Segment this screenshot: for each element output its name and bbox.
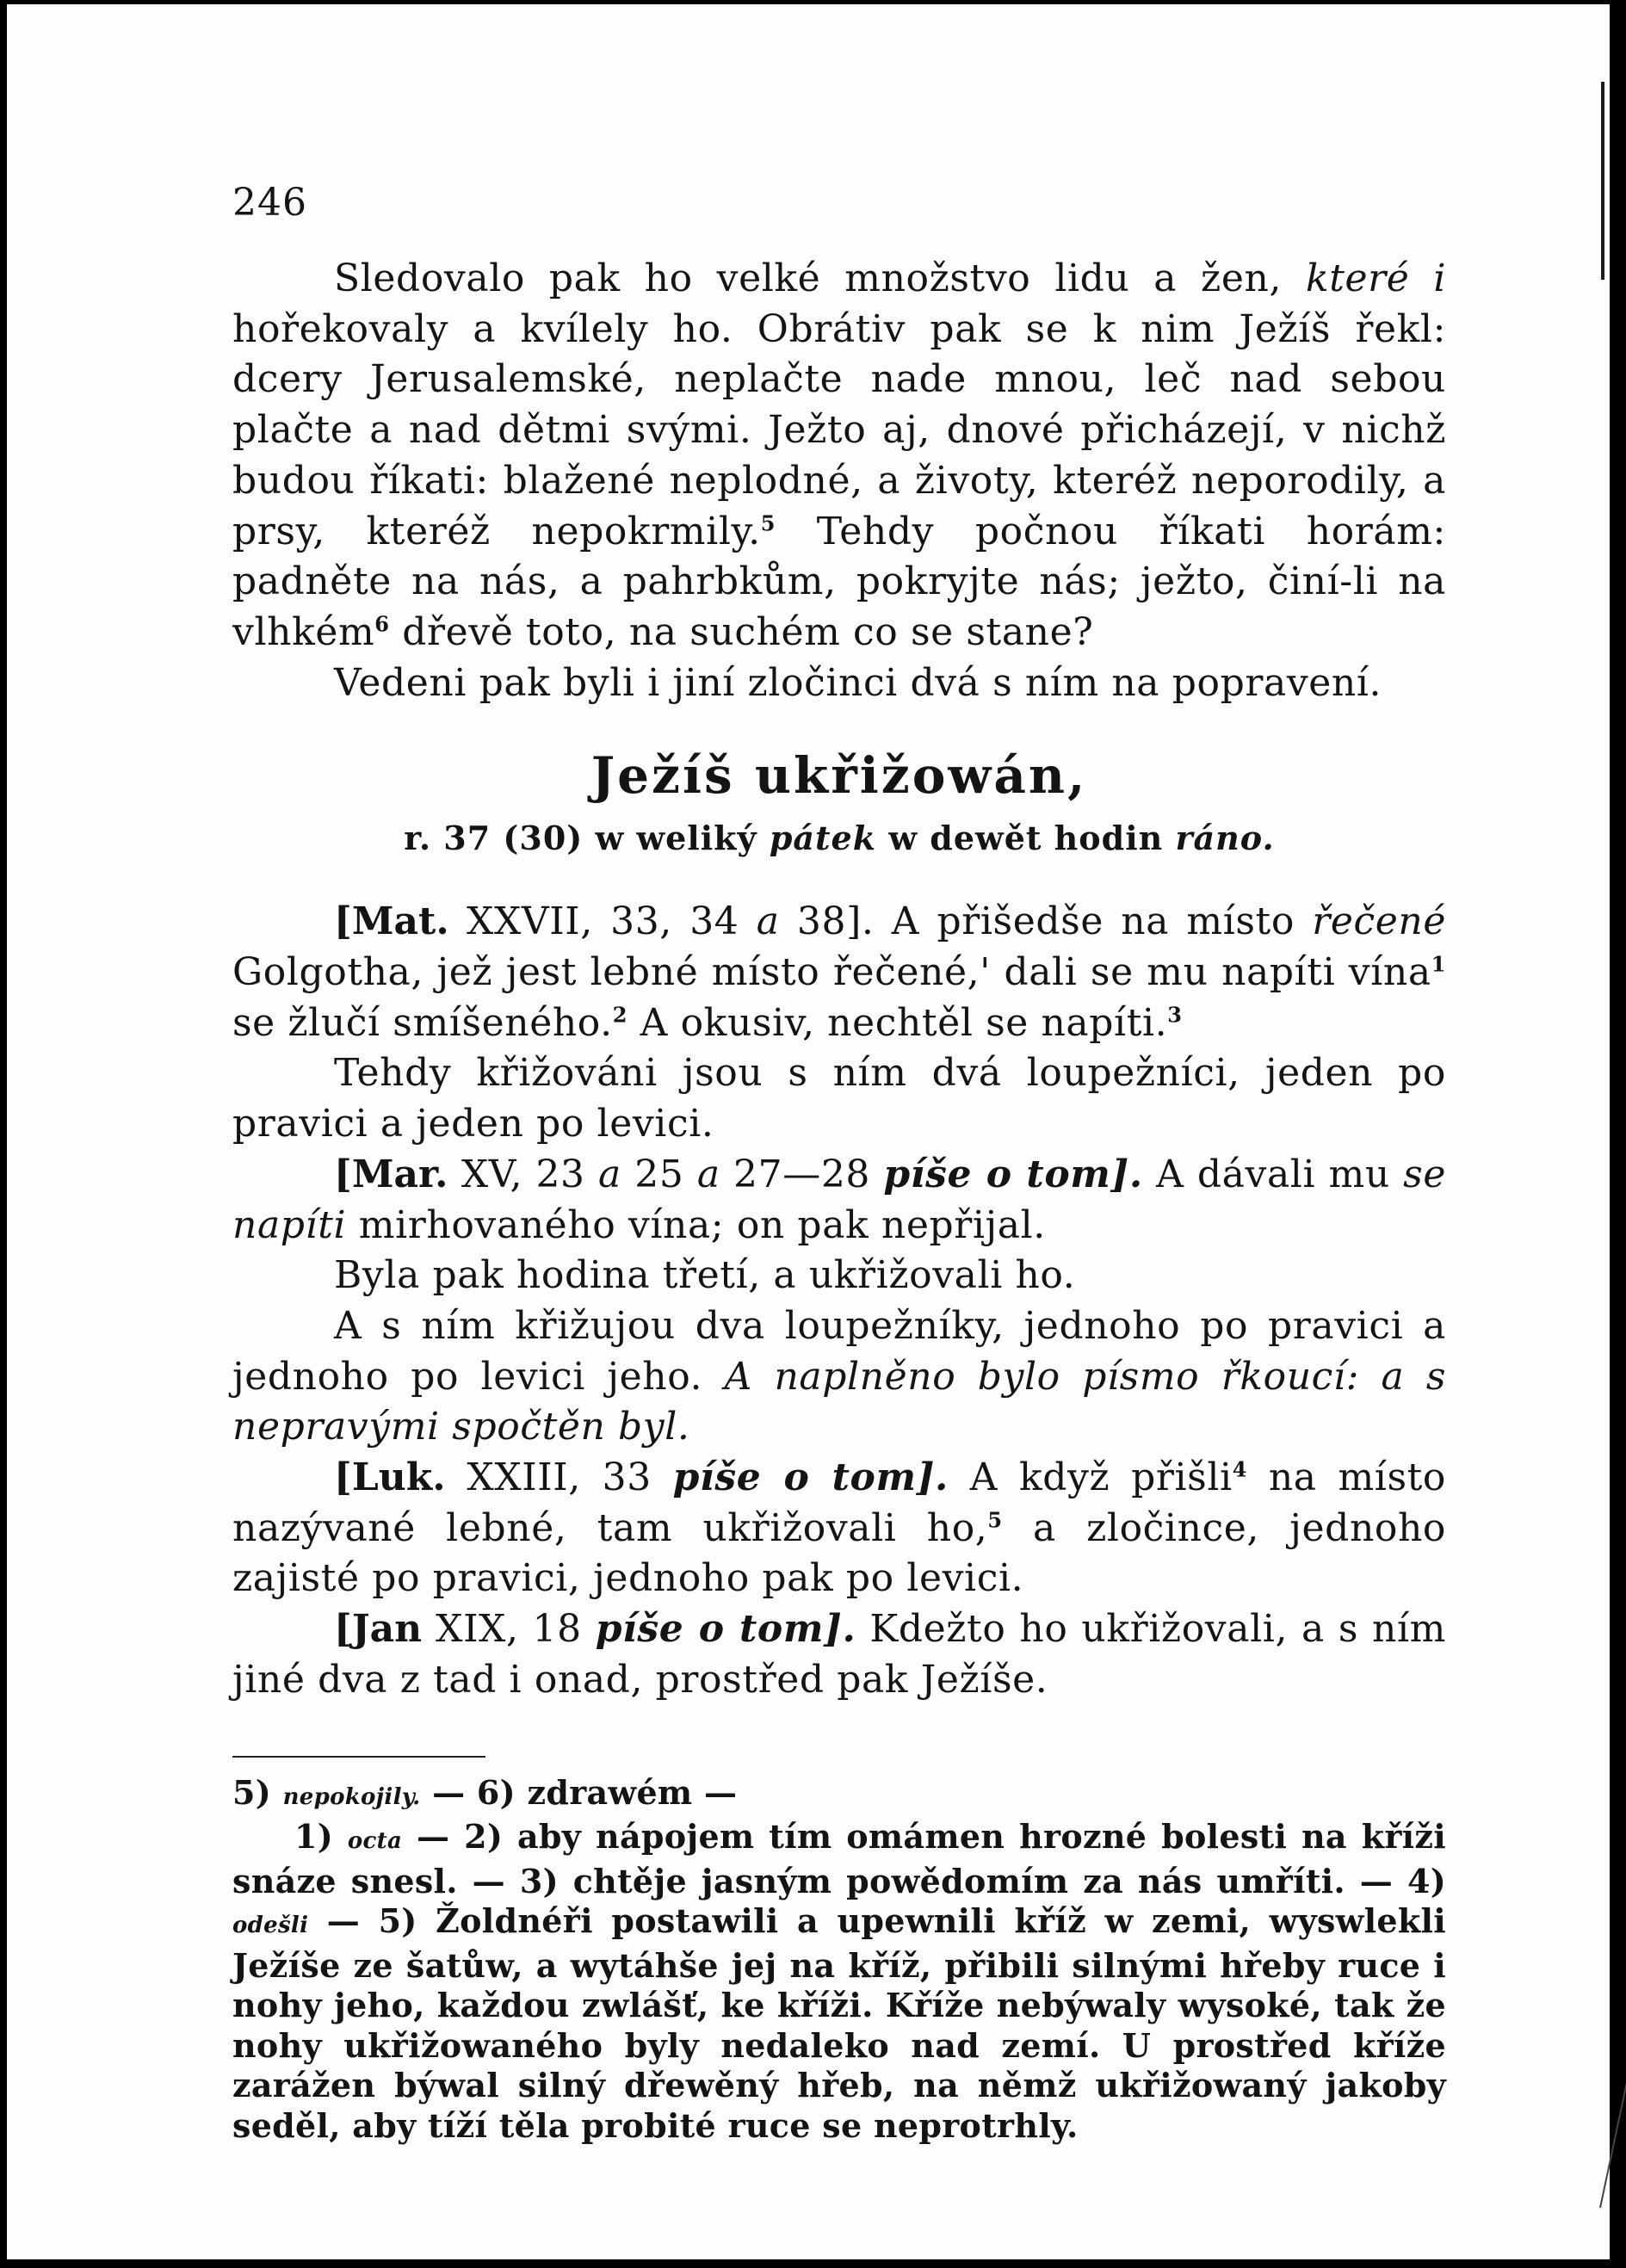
text: w dewět hodin xyxy=(888,819,1164,858)
text: mirhovaného vína; on pak nepřijal. xyxy=(358,1202,1046,1247)
pise-o-tom: píše o tom]. xyxy=(883,1152,1143,1196)
ref-number: 25 xyxy=(634,1152,684,1196)
text: na místo nazývané lebné, tam ukřižovali ho, xyxy=(232,1455,1447,1550)
footnote-ref-4: 4 xyxy=(1232,1456,1248,1482)
italic-text: a xyxy=(756,899,780,944)
footnote-ref-3: 3 xyxy=(1167,1002,1183,1028)
text: A dávali mu xyxy=(1156,1152,1390,1196)
footnote-label: odešli xyxy=(232,1913,309,1939)
scan-artifact xyxy=(1599,2073,1626,2208)
text: A když přišli xyxy=(969,1455,1233,1500)
text: Tehdy počnou říkati horám: padněte na nás, a pahrbkům, pokryjte nás; ježto, činí-li na vlhkém xyxy=(232,509,1446,654)
footnote-block xyxy=(232,1817,1446,2146)
ref-number: XXVII, 33, 34 xyxy=(467,899,739,944)
ref-number: XIX, 18 xyxy=(436,1607,582,1652)
paragraph-mat xyxy=(232,897,1446,1048)
text: A přišedše na místo xyxy=(891,899,1295,944)
section-subheading xyxy=(232,819,1446,857)
footnote-number: 1) xyxy=(294,1817,334,1857)
footnote-ref-6: 6 xyxy=(374,611,390,637)
footnote-label: nepokojily. xyxy=(282,1783,421,1810)
gospel-ref: [Luk. xyxy=(334,1455,446,1500)
text: a zločince, jednoho zajisté po pravici, jednoho pak po levici. xyxy=(232,1505,1446,1601)
text: Sledovalo pak ho velké množstvo lidu a žen, xyxy=(334,256,1282,300)
italic-text: ráno. xyxy=(1175,819,1275,858)
text: hořekovaly a kvílely ho. Obrátiv pak se k nim Ježíš řekl: dcery Jerusalemské, neplačte nade mnou, leč nad sebou plačte a nad dětmi svými. Ježto aj, dnové přicházejí, v nichž budou říkati: blažené neplodné, a životy, kteréž neporodily, a prsy, kteréž nepokrmily. xyxy=(232,306,1446,553)
text: Golgotha, jež jest lebné místo řečené,' dali se mu napíti vína xyxy=(232,950,1431,995)
paragraph-jan xyxy=(232,1604,1446,1705)
italic-text: se napíti xyxy=(232,1152,1446,1247)
page-content xyxy=(232,181,1446,2146)
ref-number: 38]. xyxy=(796,899,875,944)
text: se žlučí smíšeného. xyxy=(232,1000,613,1045)
scanned-page xyxy=(7,4,1610,2259)
ref-number: 27—28 xyxy=(733,1152,871,1196)
gospel-ref: [Mat. xyxy=(334,899,449,944)
footnote-ref-5: 5 xyxy=(987,1507,1003,1533)
footnote-label: octa xyxy=(347,1828,403,1855)
text: A s ním křižujou dva loupežníky, jednoho po pravici a jednoho po levici jeho. xyxy=(232,1303,1446,1399)
italic-text: řečené xyxy=(1312,899,1446,944)
footnote-number: 5) xyxy=(232,1772,272,1812)
gospel-ref: [Jan xyxy=(334,1607,423,1652)
paragraph-sledovalo xyxy=(232,254,1446,658)
footnote-divider xyxy=(232,1756,485,1758)
text: A okusiv, nechtěl se napíti. xyxy=(640,1000,1168,1045)
footnotes xyxy=(232,1773,1446,2147)
paragraph-krizujou xyxy=(232,1301,1446,1453)
page-number: 246 xyxy=(232,181,307,225)
footnote-text: — 6) zdrawém — xyxy=(432,1772,738,1812)
footnote-ref-2: 2 xyxy=(612,1002,628,1028)
footnote-text: — 2) aby nápojem tím omámen hrozné bolesti na kříži snáze snesl. — 3) chtěje jasným powědomím za nás umříti. — 4) xyxy=(232,1817,1446,1900)
italic-text: pátek xyxy=(769,819,877,858)
text: Kdežto ho ukřižovali, a s ním jiné dva z tad i onad, prostřed pak Ježíše. xyxy=(232,1607,1446,1702)
pise-o-tom: píše o tom]. xyxy=(595,1607,856,1652)
pise-o-tom: píše o tom]. xyxy=(672,1455,949,1500)
italic-text: které i xyxy=(1305,256,1446,300)
footnote-ref-5: 5 xyxy=(760,510,776,535)
text: dřevě toto, na suchém co se stane? xyxy=(402,609,1094,654)
italic-text: a xyxy=(696,1152,720,1196)
ref-number: XXIII, 33 xyxy=(467,1455,652,1500)
text: r. 37 (30) w weliký xyxy=(404,819,757,858)
italic-text: a xyxy=(598,1152,621,1196)
paragraph-byla: Byla pak hodina třetí, a ukřižovali ho. xyxy=(334,1253,1076,1298)
footnote-ref-1: 1 xyxy=(1431,951,1446,977)
paragraph-luk xyxy=(232,1453,1446,1604)
paragraph-mar xyxy=(232,1150,1446,1251)
ref-number: XV, 23 xyxy=(461,1152,585,1196)
gospel-ref: [Mar. xyxy=(334,1152,448,1196)
footnote-text: — 5) Žoldnéři postawili a upewnili kříž w zemi, wyswlekli Ježíše ze šatůw, a wytáhše jej na kříž, přibili silnými hřeby ruce i nohy jeho, každou zwlášť, ke kříži. Kříže nebýwaly wysoké, tak že nohy ukřižowaného byly nedaleko nad zemí. U prostřed kříže zarážen býwal silný dřewěný hřeb, na němž ukřižowaný jakoby seděl, aby tíží těla probité ruce se neprotrhly. xyxy=(232,1901,1446,2145)
paragraph-tehdy: Tehdy křižováni jsou s ním dvá loupežníci, jeden po pravici a jeden po levici. xyxy=(232,1051,1446,1146)
italic-text: A naplněno bylo písmo řkoucí: a s nepravými spočtěn byl. xyxy=(232,1354,1447,1449)
section-heading: Ježíš ukřižowán, xyxy=(590,746,1088,806)
paragraph-vedeni: Vedeni pak byli i jiní zločinci dvá s ním na popravení. xyxy=(334,660,1382,705)
footnote-line-5-6 xyxy=(232,1773,1446,1818)
